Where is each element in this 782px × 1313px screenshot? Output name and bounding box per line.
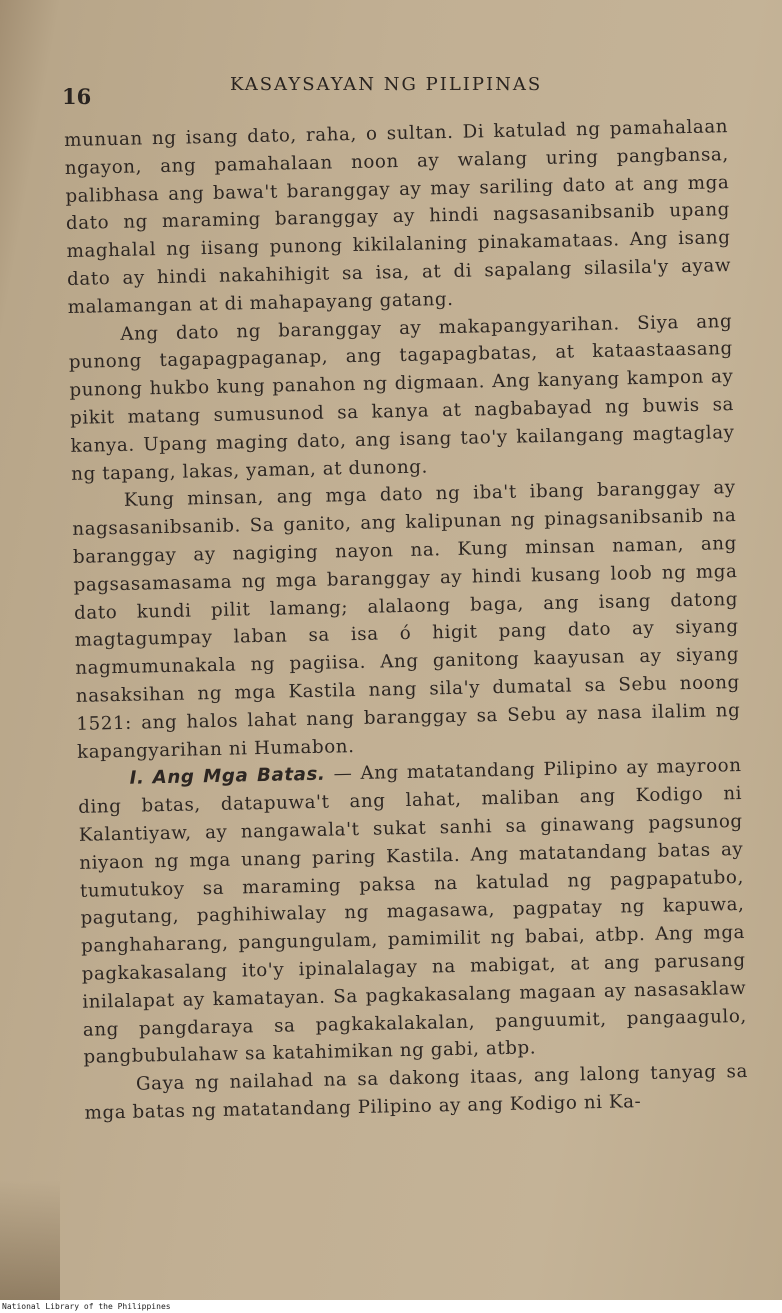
paragraph-5: Gaya ng nailahad na sa dakong itaas, ang lalong tanyag sa mga batas ng matatandang Pilipino ay ang Kodigo ni Ka- [84,1060,749,1124]
section-number: I. [129,767,145,790]
section-title: Ang Mga Batas. [152,763,326,789]
section-body: — Ang matatandang Pilipino ay mayroon ding batas, datapuwa't ang lahat, maliban ang Kodigo ni Kalantiyaw, ay nangawala't sukat sanhi sa ginawang pagsunog niyaon ng mga unang paring Kastila. Ang matatandang batas ay tumutukoy sa maraming paksa na katulad ng pagpapatubo, pagutang, paghihiwalay ng magasawa, pagpatay ng kapuwa, panghaharang, pangungulam, pamimilit ng babai, atbp. Ang mga pagkakasalang ito'y ipinalalagay na mabigat, at ang parusang inilalapat ay kamatayan. Sa pagkakasalang magaan ay nasasaklaw ang pangdaraya sa pagkakalakalan, panguumit, pangaagulo, pangbubulahaw sa katahimikan ng gabi, atbp. [78,755,747,1069]
paragraph-2: Ang dato ng baranggay ay makapangyarihan. Siya ang punong tagapagpaganap, ang tagapagbatas, at kataastaasang punong hukbo kung panahon ng digmaan. Ang kanyang kampon ay pikit matang sumusunod sa kanya at nagbabayad ng buwis sa kanya. Upang maging dato, ang isang tao'y kailangang magtaglay ng tapang, lakas, yaman, at dunong. [68,310,735,485]
paragraph-3: Kung minsan, ang mga dato ng iba't ibang baranggay ay nagsasanibsanib. Sa ganito, ang kalipunan ng pinagsanibsanib na baranggay ay nagiging nayon na. Kung minsan naman, ang pagsasamasama ng mga baranggay ay hindi kusang loob ng mga dato kundi pilit lamang; alalaong baga, ang isang datong magtagumpay laban sa isa ó higit pang dato ay siyang nagmumunakala ng pagiisa. Ang ganitong kaayusan ay siyang nasaksihan ng mga Kastila nang sila'y dumatal sa Sebu noong 1521: ang halos lahat nang baranggay sa Sebu ay nasa ilalim ng kapangyarihan ni Humabon. [72,477,741,763]
paragraph-1: munuan ng isang dato, raha, o sultan. Di katulad ng pamahalaan ngayon, ang pamahalaan noon ay walang uring pangbansa, palibhasa ang bawa't baranggay ay may sariling dato at ang mga dato ng maraming baranggay ay hindi nagsasanibsanib upang maghalal ng iisang punong kikilalaning pinakamataas. Ang isang dato ay hindi nakahihigit sa isa, at di sapalang silasila'y ayaw malamangan at di mahapayang gatang. [64,116,732,318]
paragraph-4 [77,752,747,1072]
page-header [62,72,752,112]
page-number: 16 [62,84,92,109]
library-credit: National Library of the Philippines [2,1302,171,1311]
running-title: KASAYSAYAN NG PILIPINAS [230,74,543,95]
page-edge-shadow [0,1180,60,1300]
body-text [64,113,749,1127]
